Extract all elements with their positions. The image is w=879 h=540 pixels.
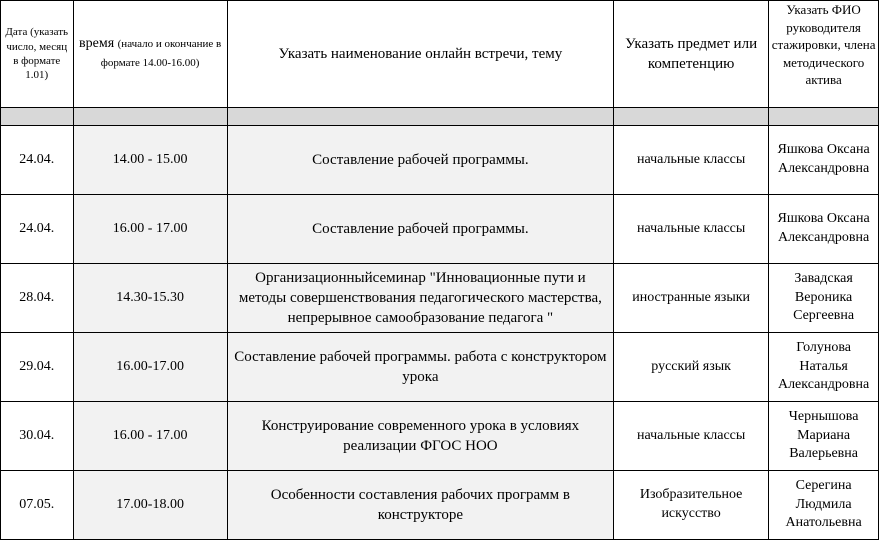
table-row: [1, 195, 879, 264]
cell-subject: начальные классы: [614, 195, 769, 264]
table-row: [1, 264, 879, 333]
cell-subject: русский язык: [614, 333, 769, 402]
cell-fio: Яшкова Оксана Александровна: [769, 126, 879, 195]
cell-topic: Составление рабочей программы.: [227, 126, 613, 195]
cell-time: 16.00 - 17.00: [73, 402, 227, 471]
cell-topic: Особенности составления рабочих программ в конструкторе: [227, 471, 613, 540]
spacer-cell: [73, 108, 227, 126]
table-row: [1, 333, 879, 402]
header-time-main: время: [79, 36, 115, 52]
cell-date: 29.04.: [1, 333, 74, 402]
cell-fio: Голунова Наталья Александровна: [769, 333, 879, 402]
table-row: [1, 402, 879, 471]
table-row: [1, 471, 879, 540]
spacer-cell: [227, 108, 613, 126]
cell-date: 24.04.: [1, 126, 74, 195]
cell-topic: Составление рабочей программы.: [227, 195, 613, 264]
spacer-cell: [614, 108, 769, 126]
cell-subject: начальные классы: [614, 402, 769, 471]
cell-topic: Составление рабочей программы. работа с конструктором урока: [227, 333, 613, 402]
cell-time: 16.00 - 17.00: [73, 195, 227, 264]
cell-topic: Конструирование современного урока в условиях реализации ФГОС НОО: [227, 402, 613, 471]
spacer-row: [1, 108, 879, 126]
spacer-cell: [769, 108, 879, 126]
header-time: [73, 1, 227, 108]
cell-time: 14.30-15.30: [73, 264, 227, 333]
header-topic: Указать наименование онлайн встречи, тему: [227, 1, 613, 108]
cell-fio: Завадская Вероника Сергеевна: [769, 264, 879, 333]
cell-time: 16.00-17.00: [73, 333, 227, 402]
header-date: Дата (указать число, месяц в формате 1.01): [1, 1, 74, 108]
header-row: [1, 1, 879, 108]
cell-date: 28.04.: [1, 264, 74, 333]
table-row: [1, 126, 879, 195]
cell-fio: Чернышова Мариана Валерьевна: [769, 402, 879, 471]
cell-subject: начальные классы: [614, 126, 769, 195]
cell-date: 07.05.: [1, 471, 74, 540]
header-fio: Указать ФИО руководителя стажировки, члена методического актива: [769, 1, 879, 108]
cell-time: 14.00 - 15.00: [73, 126, 227, 195]
cell-time: 17.00-18.00: [73, 471, 227, 540]
cell-date: 30.04.: [1, 402, 74, 471]
spacer-cell: [1, 108, 74, 126]
header-time-note: (начало и окончание в формате 14.00-16.00): [100, 38, 222, 69]
cell-date: 24.04.: [1, 195, 74, 264]
cell-topic: Организационныйсеминар "Инновационные пути и методы совершенствования педагогического мастерства, непрерывное самообразование педагога ": [227, 264, 613, 333]
cell-fio: Серегина Людмила Анатольевна: [769, 471, 879, 540]
cell-fio: Яшкова Оксана Александровна: [769, 195, 879, 264]
header-subject: Указать предмет или компетенцию: [614, 1, 769, 108]
cell-subject: Изобразительное искусство: [614, 471, 769, 540]
cell-subject: иностранные языки: [614, 264, 769, 333]
